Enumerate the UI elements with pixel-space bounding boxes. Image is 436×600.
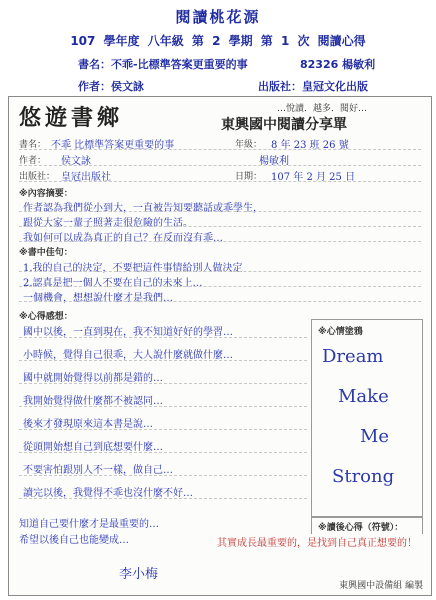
reflection-line: 知道自己要什麼才是最重要的… [19, 519, 159, 530]
reflection-line: 讀完以後，我覺得不乖也沒什麼不好… [23, 488, 193, 499]
reflection-line: 從頭開始想自己到底想要什麼… [23, 442, 163, 453]
author-row [78, 78, 144, 94]
publisher-name: 皇冠文化出版 [302, 80, 368, 93]
rule [19, 406, 307, 407]
author-label: 作者： [78, 80, 111, 93]
rule [19, 360, 307, 361]
field-grade-label: 年級： [235, 140, 263, 150]
reflection-line: 國中以後，一直到現在，我不知道好好的學習… [23, 327, 233, 338]
rule [19, 429, 307, 430]
book-label: 書名： [78, 58, 111, 71]
rule [19, 498, 307, 499]
rule [19, 241, 421, 242]
rule [19, 301, 421, 302]
rule [19, 337, 307, 338]
section-mood: ※心情塗鴉 [318, 327, 363, 337]
rule [19, 383, 307, 384]
summary-line: 跟從大家一輩子照著走很危險的生活。 [23, 218, 193, 229]
reflection-line: 國中就開始覺得以前都是錯的… [23, 373, 163, 384]
field-date-label: 日期： [235, 172, 263, 182]
closing-block [19, 511, 199, 583]
rule [19, 181, 421, 182]
publisher-row [258, 78, 368, 94]
reflection-line: 不要害怕跟別人不一樣，做自己… [23, 465, 173, 476]
rule [19, 475, 307, 476]
rule [19, 452, 307, 453]
summary-line: 作者認為我們從小到大，一直被告知要聽話或乖學生， [23, 203, 263, 214]
reflection-line: 小時候，覺得自己很乖，大人說什麼就做什麼… [23, 350, 233, 361]
reflection-block [19, 321, 307, 511]
rule [19, 226, 421, 227]
reading-sheet [8, 96, 432, 596]
rule [19, 286, 421, 287]
quote-line: 2.認真是把一個人不要在自己的未來上… [23, 278, 203, 289]
section-reflection: ※心得感想： [19, 312, 73, 322]
section-quote: ※書中佳句： [19, 248, 73, 258]
quote-line: 1.我的自己的決定，不要把這件事情給別人做決定 [23, 263, 243, 274]
review-box [311, 517, 423, 534]
hw-author: 侯文詠 [61, 156, 91, 167]
hw-date: 107 年 2 月 25 日 [271, 172, 356, 183]
hw-name: 楊敏利 [259, 156, 289, 167]
sheet-slogan: …悅讀．越多．閱好… [277, 104, 368, 114]
footer-note: 東興國中設備組 編製 [339, 581, 423, 591]
page-subtitle: 107 學年度 八年級 第 2 學期 第 1 次 閱讀心得 [70, 34, 366, 48]
rule [19, 211, 421, 212]
hw-grade: 8 年 23 班 26 號 [271, 140, 349, 151]
mood-word: Make [338, 386, 389, 407]
sheet-logo: 悠遊書鄉 [19, 105, 124, 131]
mood-word: Strong [332, 466, 395, 487]
page-title: 閱讀桃花源 [175, 8, 261, 26]
field-book-label: 書名： [19, 140, 47, 150]
sheet-org-title: 東興國中閱讀分享單 [221, 117, 347, 133]
mood-box [311, 319, 423, 517]
rule [19, 165, 421, 166]
book-title: 不乖-比標準答案更重要的事 [111, 58, 248, 71]
author-name: 侯文詠 [111, 80, 144, 93]
signature: 李小梅 [119, 567, 159, 582]
reflection-line: 我開始覺得做什麼都不被認同… [23, 396, 163, 407]
mood-word: Me [360, 426, 390, 447]
mood-word: Dream [322, 346, 384, 367]
hw-publisher: 皇冠出版社 [61, 172, 111, 183]
reflection-line: 希望以後自己也能變成… [19, 535, 129, 546]
rule [19, 271, 421, 272]
book-row [78, 56, 248, 72]
teacher-comment: 其實成長最重要的，是找到自己真正想要的！ [217, 538, 417, 549]
student-id: 82326 楊敏利 [300, 58, 376, 71]
hw-book: 不乖 比標準答案更重要的事 [51, 140, 175, 151]
field-publisher-label: 出版社： [19, 172, 56, 182]
quote-line: 一個機會，想想說什麼才是我們… [23, 293, 173, 304]
section-review: ※讀後心得（符號）： [318, 523, 404, 533]
rule [19, 149, 421, 150]
reflection-line: 後來才發現原來這本書是說… [23, 419, 153, 430]
publisher-label: 出版社： [258, 80, 302, 93]
section-summary: ※內容摘要： [19, 189, 73, 199]
summary-line: 我如何可以成為真正的自己？在反而沒有乖… [23, 233, 223, 244]
field-author-label: 作者： [19, 156, 47, 166]
